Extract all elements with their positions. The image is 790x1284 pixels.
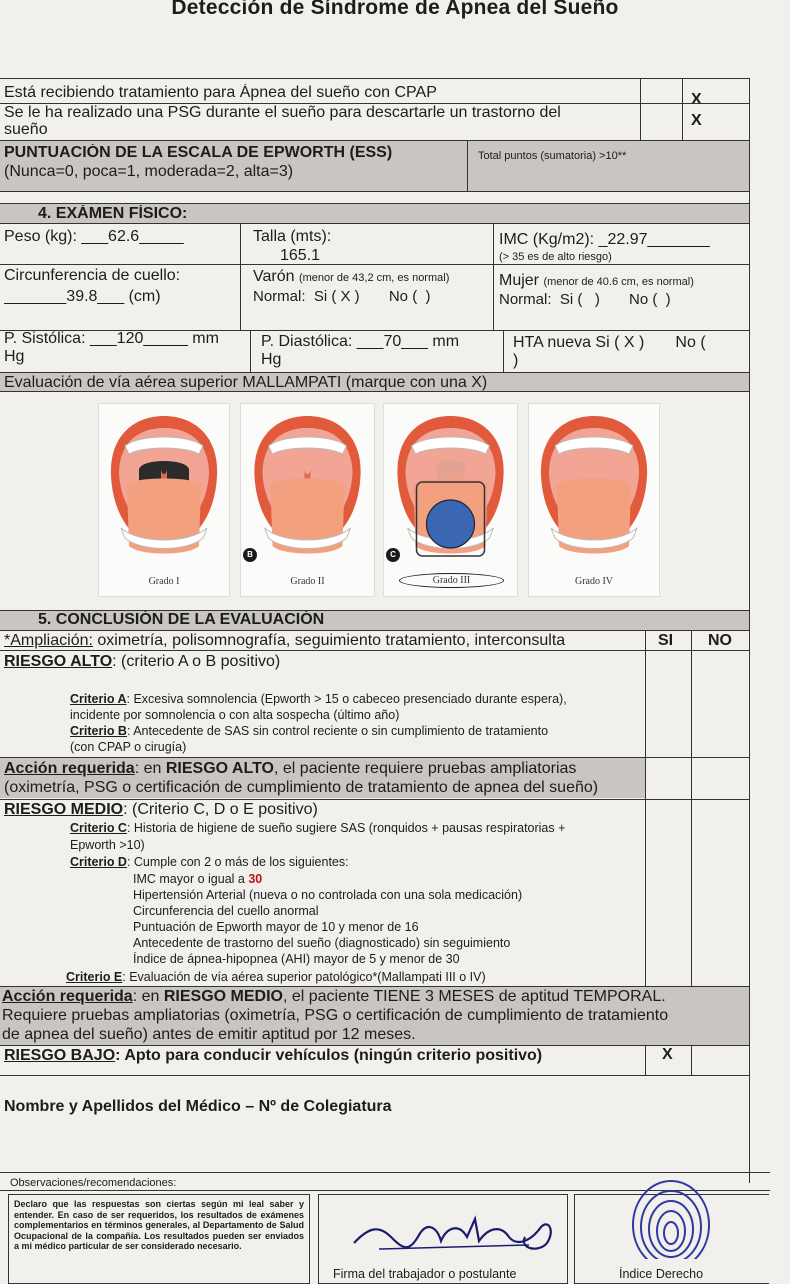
row-line <box>0 650 750 651</box>
criterio-a-line1: : Excesiva somnolencia (Epworth > 15 o cabeceo presenciado durante espera), <box>126 692 567 706</box>
grade-label-selected: Grado III <box>399 573 504 588</box>
criterio-a-line2: incidente por somnolencia o con alta sospecha (último año) <box>70 708 400 722</box>
mujer-header <box>499 272 749 290</box>
epworth-title: PUNTUACIÓN DE LA ESCALA DE EPWORTH (ESS) <box>4 144 393 161</box>
talla-value: 165.1 <box>280 247 400 265</box>
accion2-label: Acción requerida <box>2 988 133 1005</box>
col-divider <box>503 330 504 372</box>
imc-field: IMC (Kg/m2): _22.97_______ <box>499 231 710 248</box>
fingerprint-icon <box>611 1179 731 1259</box>
accion1-label: Acción requerida <box>4 760 135 777</box>
accion1-bold: RIESGO ALTO <box>165 760 274 777</box>
sistolica-line2: Hg <box>4 348 25 365</box>
peso-field: Peso (kg): ___62.6_____ <box>4 228 184 245</box>
criterio-b <box>70 724 645 738</box>
cuello-value: _______39.8___ (cm) <box>4 288 161 305</box>
d-item: Índice de ápnea-hipopnea (AHI) mayor de 5 y menor de 30 <box>133 952 460 966</box>
riesgo-medio-rest: : (Criterio C, D o E positivo) <box>123 801 318 818</box>
col-divider <box>250 330 251 372</box>
mouth-illustration <box>99 406 229 566</box>
criterio-d <box>70 855 645 869</box>
observaciones-label: Observaciones/recomendaciones: <box>10 1177 177 1189</box>
accion1-mid: : en <box>134 760 166 777</box>
col-divider <box>493 223 494 330</box>
col-divider <box>467 141 468 191</box>
d-item: Hipertensión Arterial (nueva o no controlada con una sola medicación) <box>133 888 523 902</box>
criterio-e-label: Criterio E <box>66 970 123 984</box>
cuello-label: Circunferencia de cuello: <box>4 267 181 284</box>
diastolica-line2: Hg <box>261 351 282 368</box>
d-item: Circunferencia del cuello anormal <box>133 904 319 918</box>
mouth-illustration <box>241 406 374 566</box>
col-divider <box>682 78 683 148</box>
talla-label: Talla (mts): <box>253 228 332 245</box>
hta-line2: ) <box>513 352 519 369</box>
riesgo-bajo-row <box>4 1047 644 1064</box>
criterio-a-label: Criterio A <box>70 692 127 706</box>
row-line <box>0 1075 750 1076</box>
form-title: Detección de Síndrome de Apnea del Sueño <box>171 0 619 19</box>
d-item: Antecedente de trastorno del sueño (diagnosticado) sin seguimiento <box>133 936 511 950</box>
varon-normal[interactable]: Normal: Si ( X ) No ( ) <box>253 289 431 305</box>
row-line <box>0 191 750 192</box>
sistolica-line1: P. Sistólica: ___120_____ mm <box>4 330 219 347</box>
imc-item-text: IMC mayor o igual a <box>133 872 249 886</box>
fingerprint-box <box>574 1194 769 1284</box>
mallampati-grade-4-image[interactable] <box>528 403 660 597</box>
cpap-question: Está recibiendo tratamiento para Ápnea del sueño con CPAP <box>4 84 437 101</box>
conclusion-header: 5. CONCLUSIÓN DE LA EVALUACIÓN <box>38 611 325 628</box>
accion2-line3: de apnea del sueño) antes de emitir aptitud por 12 meses. <box>2 1026 416 1043</box>
signature-icon <box>319 1197 567 1267</box>
declaration-box <box>8 1194 310 1284</box>
epworth-subtitle: (Nunca=0, poca=1, moderada=2, alta=3) <box>4 163 294 180</box>
mouth-illustration <box>384 406 517 566</box>
criterio-c-line2: Epworth >10) <box>70 838 145 852</box>
declaration-text: Declaro que las respuestas son ciertas según mi leal saber y entender. En caso de ser requeridos, los resultados de exámenes complementarios en términos generales, al Departamento de Salud Ocupacional de la compañía. Los resultados pueden ser enviados a mi médico particular de ser considerado necesario. <box>14 1199 304 1251</box>
accion1-rest: , el paciente requiere pruebas ampliatorias <box>274 760 577 777</box>
medico-label: Nombre y Apellidos del Médico – Nº de Colegiatura <box>4 1098 392 1115</box>
riesgo-bajo-mark[interactable]: X <box>662 1046 673 1063</box>
grade-label: Grado II <box>290 576 325 587</box>
si-column-line <box>645 1045 646 1075</box>
accion2-line1 <box>2 988 747 1005</box>
grade-badge-icon: B <box>243 548 257 562</box>
mujer-normal[interactable]: Normal: Si ( ) No ( ) <box>499 292 671 308</box>
mallampati-grade-1-image[interactable] <box>98 403 230 597</box>
hta-line1[interactable]: HTA nueva Si ( X ) No ( <box>513 334 706 351</box>
riesgo-bajo-rest: : Apto para conducir vehículos (ningún criterio positivo) <box>115 1047 543 1064</box>
varon-header <box>253 268 493 286</box>
grade-badge-icon: C <box>386 548 400 562</box>
grade-label: Grado I <box>148 576 180 587</box>
mujer-label: Mujer <box>499 272 540 289</box>
no-header: NO <box>708 632 732 649</box>
criterio-b-label: Criterio B <box>70 724 127 738</box>
criterio-c-line1: : Historia de higiene de sueño sugiere SAS (ronquidos + pausas respiratorias + <box>126 821 566 835</box>
row-line <box>0 1172 770 1173</box>
accion2-bold: RIESGO MEDIO <box>163 988 283 1005</box>
criterio-b-line2: (con CPAP o cirugía) <box>70 740 187 754</box>
signature-box <box>318 1194 568 1284</box>
mouth-illustration <box>529 406 659 566</box>
criterio-c <box>70 821 645 835</box>
exam-header: 4. EXÁMEN FÍSICO: <box>38 205 188 222</box>
row-line <box>0 799 750 800</box>
ampliacion-label: *Ampliación: <box>4 632 93 649</box>
row-line <box>0 223 750 224</box>
grade-label: Grado IV <box>574 576 614 587</box>
row-line <box>0 391 750 392</box>
firma-label: Firma del trabajador o postulante <box>333 1267 517 1281</box>
psg-question-line2: sueño <box>4 121 48 138</box>
riesgo-alto-label: RIESGO ALTO <box>4 653 113 670</box>
accion2-line2: Requiere pruebas ampliatorias (oximetría, PSG o certificación de cumplimiento de tratamiento <box>2 1007 669 1024</box>
row-line <box>0 630 750 631</box>
imc-note: (> 35 es de alto riesgo) <box>499 251 612 263</box>
no-column-line <box>691 1045 692 1075</box>
row-line <box>0 264 750 265</box>
col-divider <box>640 78 641 148</box>
criterio-c-label: Criterio C <box>70 821 127 835</box>
mallampati-grade-2-image[interactable] <box>240 403 375 597</box>
riesgo-medio-label: RIESGO MEDIO <box>4 801 124 818</box>
imc-item-value: 30 <box>248 872 263 886</box>
d-item-imc <box>133 872 633 886</box>
psg-mark[interactable]: X <box>691 112 702 129</box>
criterio-a <box>70 692 645 706</box>
mallampati-label: Evaluación de vía aérea superior MALLAMPATI (marque con una X) <box>4 374 488 391</box>
mallampati-grade-3-image[interactable] <box>383 403 518 597</box>
accion2-rest: , el paciente TIENE 3 MESES de aptitud TEMPORAL. <box>282 988 666 1005</box>
row-line <box>0 1045 750 1046</box>
table-top-line <box>0 78 750 79</box>
si-header: SI <box>658 632 674 649</box>
psg-question-line1: Se le ha realizado una PSG durante el sueño para descartarle un trastorno del <box>4 104 561 121</box>
accion2-mid: : en <box>132 988 164 1005</box>
riesgo-bajo-label: RIESGO BAJO <box>4 1047 116 1064</box>
criterio-e <box>66 970 646 984</box>
diastolica-line1: P. Diastólica: ___70___ mm <box>261 333 460 350</box>
d-item: Puntuación de Epworth mayor de 10 y menor de 16 <box>133 920 419 934</box>
varon-note: (menor de 43,2 cm, es normal) <box>298 272 450 284</box>
row-line <box>0 203 750 204</box>
col-divider <box>240 223 241 330</box>
epworth-total-label: Total puntos (sumatoria) >10** <box>478 150 627 162</box>
ampliacion-row <box>4 632 644 649</box>
mujer-note: (menor de 40.6 cm, es normal) <box>543 276 694 288</box>
ampliacion-text: oximetría, polisomnografía, seguimiento tratamiento, interconsulta <box>92 632 566 649</box>
varon-label: Varón <box>253 268 295 285</box>
criterio-d-text: : Cumple con 2 o más de los siguientes: <box>126 855 349 869</box>
accion1-line1 <box>4 760 644 777</box>
criterio-d-label: Criterio D <box>70 855 127 869</box>
criterio-b-line1: : Antecedente de SAS sin control reciente o sin cumplimiento de tratamiento <box>126 724 549 738</box>
riesgo-alto-rest: : (criterio A o B positivo) <box>112 653 281 670</box>
riesgo-medio-row <box>4 801 644 818</box>
indice-label: Índice Derecho <box>619 1267 704 1281</box>
criterio-e-text: : Evaluación de vía aérea superior patológico*(Mallampati III o IV) <box>122 970 486 984</box>
accion1-line2: (oximetría, PSG o certificación de cumplimiento de tratamiento de apnea del sueño) <box>4 779 599 796</box>
cpap-mark[interactable]: X <box>691 91 702 108</box>
riesgo-alto-row <box>4 653 644 670</box>
